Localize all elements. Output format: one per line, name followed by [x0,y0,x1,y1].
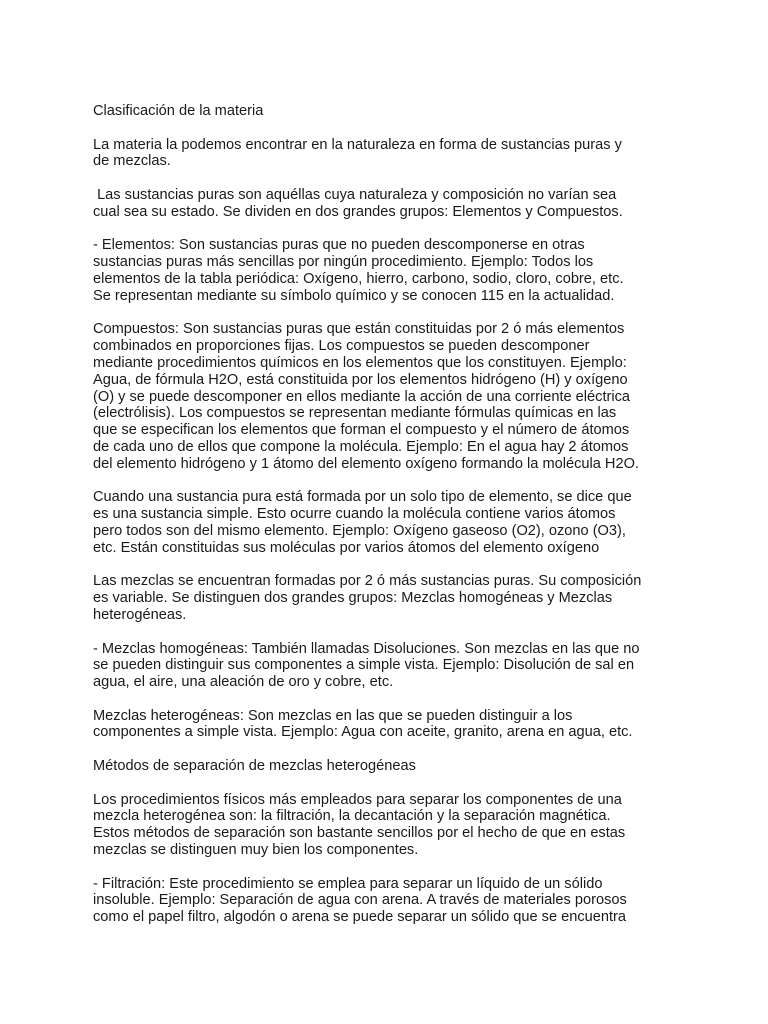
paragraph-mezclas-heterogeneas: Mezclas heterogéneas: Son mezclas en las que se pueden distinguir a los componentes a simple vista. Ejemplo: Agua con aceite, granito, arena en agua, etc. [93,707,633,741]
paragraph-procedimientos: Los procedimientos físicos más empleados para separar los componentes de una mezcla heterogénea son: la filtración, la decantación y la separación magnética. Estos métodos de separación son bastante sencillos por el hecho de que en estas mezclas se distinguen muy bien los componentes. [93,791,626,859]
paragraph-elementos: - Elementos: Son sustancias puras que no pueden descomponerse en otras sustancias puras más sencillas por ningún procedimiento. Ejemplo: Todos los elementos de la tabla periódica: Oxígeno, hierro, carbono, sodio, cloro, cobre, etc. Se representan mediante su símbolo químico y se conocen 115 en la actualidad. [93,237,624,304]
paragraph-sustancias-puras: Las sustancias puras son aquéllas cuya naturaleza y composición no varían sea cual sea su estado. Se dividen en dos grandes grupos: Elementos y Compuestos. [93,186,623,220]
document-body [93,103,683,926]
section-title-metodos: Métodos de separación de mezclas heterogéneas [93,758,416,775]
paragraph-mezclas: Las mezclas se encuentran formadas por 2 ó más sustancias puras. Su composición es variable. Se distinguen dos grandes grupos: Mezclas homogéneas y Mezclas heterogéneas. [93,573,642,623]
section-title-clasificacion: Clasificación de la materia [93,103,264,119]
paragraph-mezclas-homogeneas: - Mezclas homogéneas: También llamadas Disoluciones. Son mezclas en las que no se pueden distinguir sus componentes a simple vista. Ejemplo: Disolución de sal en agua, el aire, una aleación de oro y cobre, etc. [93,640,640,691]
paragraph-sustancia-simple: Cuando una sustancia pura está formada por un solo tipo de elemento, se dice que es una sustancia simple. Esto ocurre cuando la molécula contiene varios átomos pero todos son del mismo elemento. Ejemplo: Oxígeno gaseoso (O2), ozono (O3), etc. Están constituidas sus moléculas por varios átomos del elemento oxígeno [93,489,632,556]
paragraph-filtracion: - Filtración: Este procedimiento se emplea para separar un líquido de un sólido insoluble. Ejemplo: Separación de agua con arena. A través de materiales porosos como el papel filtro, algodón o arena se puede separar un sólido que se encuentra [93,875,627,926]
paragraph-intro: La materia la podemos encontrar en la naturaleza en forma de sustancias puras y de mezclas. [93,136,622,170]
paragraph-compuestos: Compuestos: Son sustancias puras que están constituidas por 2 ó más elementos combinados en proporciones fijas. Los compuestos se pueden descomponer mediante procedimientos químicos en los elementos que los constituyen. Ejemplo: Agua, de fórmula H2O, está constituida por los elementos hidrógeno (H) y oxígeno (O) y se puede descomponer en ellos mediante la acción de una corriente eléctrica (electrólisis). Los compuestos se representan mediante fórmulas químicas en las que se especifican los elementos que forman el compuesto y el número de átomos de cada uno de ellos que compone la molécula. Ejemplo: En el agua hay 2 átomos del elemento hidrógeno y 1 átomo del elemento oxígeno formando la molécula H2O. [93,321,639,472]
